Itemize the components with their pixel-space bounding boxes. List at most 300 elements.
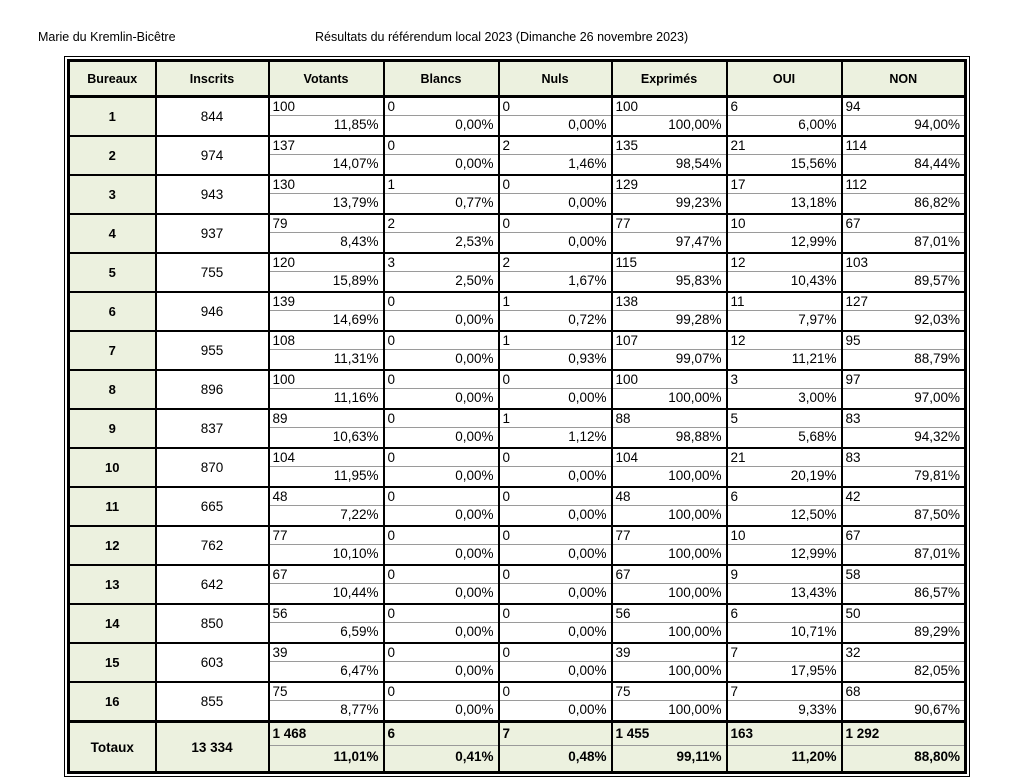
- oui-count: 9: [728, 566, 841, 584]
- exprimes-cell: [612, 292, 727, 331]
- blancs-percentage: 0,00%: [455, 546, 494, 561]
- votants-count: 56: [270, 605, 383, 623]
- blancs-percentage: 0,00%: [455, 429, 494, 444]
- non-count: 67: [843, 527, 965, 545]
- oui-count: 10: [728, 215, 841, 233]
- table-header: [69, 61, 966, 97]
- oui-cell: [727, 487, 842, 526]
- nuls-percentage: 1,12%: [568, 429, 607, 444]
- votants-cell: [269, 214, 384, 253]
- exprimes-cell: [612, 175, 727, 214]
- exprimes-cell: [612, 604, 727, 643]
- votants-count: 39: [270, 644, 383, 662]
- exprimes-count: 48: [613, 488, 726, 506]
- votants-cell: [269, 643, 384, 682]
- table-row: [69, 604, 966, 643]
- votants-count: 108: [270, 332, 383, 350]
- votants-count: 137: [270, 137, 383, 155]
- table-row: [69, 487, 966, 526]
- inscrits-value: 855: [156, 682, 269, 722]
- non-percentage: 88,80%: [914, 749, 960, 764]
- votants-count: 120: [270, 254, 383, 272]
- inscrits-value: 937: [156, 214, 269, 253]
- non-count: 83: [843, 410, 965, 428]
- votants-percentage: 11,95%: [333, 468, 379, 483]
- exprimes-count: 75: [613, 683, 726, 701]
- oui-count: 11: [728, 293, 841, 311]
- oui-cell: [727, 331, 842, 370]
- nuls-count: 0: [500, 176, 611, 194]
- votants-cell: [269, 722, 384, 773]
- votants-cell: [269, 565, 384, 604]
- nuls-count: 1: [500, 293, 611, 311]
- nuls-count: 0: [500, 449, 611, 467]
- oui-count: 3: [728, 371, 841, 389]
- results-table-body: [69, 97, 966, 773]
- inscrits-value: 762: [156, 526, 269, 565]
- nuls-cell: [499, 292, 612, 331]
- non-count: 42: [843, 488, 965, 506]
- non-count: 95: [843, 332, 965, 350]
- org-label: Marie du Kremlin-Bicêtre: [38, 30, 176, 44]
- column-header-inscrits: Inscrits: [156, 61, 269, 97]
- votants-percentage: 14,69%: [332, 312, 379, 327]
- blancs-cell: [384, 643, 499, 682]
- votants-count: 89: [270, 410, 383, 428]
- nuls-percentage: 0,72%: [568, 312, 607, 327]
- nuls-cell: [499, 565, 612, 604]
- bureau-number: 2: [69, 136, 156, 175]
- non-percentage: 87,01%: [914, 234, 960, 249]
- votants-count: 77: [270, 527, 383, 545]
- nuls-percentage: 0,00%: [568, 117, 607, 132]
- exprimes-count: 100: [613, 98, 726, 116]
- votants-percentage: 14,07%: [332, 156, 379, 171]
- exprimes-percentage: 100,00%: [668, 663, 722, 678]
- oui-cell: [727, 214, 842, 253]
- non-cell: [842, 722, 966, 773]
- blancs-count: 1: [385, 176, 498, 194]
- blancs-count: 0: [385, 527, 498, 545]
- exprimes-percentage: 100,00%: [668, 468, 722, 483]
- votants-percentage: 6,47%: [340, 663, 379, 678]
- votants-percentage: 11,01%: [333, 749, 379, 764]
- oui-count: 17: [728, 176, 841, 194]
- nuls-percentage: 0,00%: [568, 234, 607, 249]
- oui-count: 12: [728, 254, 841, 272]
- votants-count: 79: [270, 215, 383, 233]
- nuls-percentage: 0,00%: [568, 702, 607, 717]
- non-cell: [842, 292, 966, 331]
- nuls-percentage: 0,00%: [568, 468, 607, 483]
- table-row: [69, 409, 966, 448]
- exprimes-count: 1 455: [613, 723, 726, 746]
- exprimes-percentage: 95,83%: [675, 273, 722, 288]
- exprimes-count: 104: [613, 449, 726, 467]
- exprimes-count: 135: [613, 137, 726, 155]
- nuls-count: 0: [500, 683, 611, 701]
- exprimes-cell: [612, 565, 727, 604]
- nuls-count: 0: [500, 488, 611, 506]
- non-percentage: 94,32%: [914, 429, 960, 444]
- table-row: [69, 526, 966, 565]
- exprimes-percentage: 98,88%: [675, 429, 722, 444]
- votants-count: 100: [270, 371, 383, 389]
- nuls-cell: [499, 370, 612, 409]
- nuls-percentage: 0,93%: [568, 351, 607, 366]
- bureau-number: 4: [69, 214, 156, 253]
- votants-cell: [269, 604, 384, 643]
- nuls-count: 0: [500, 605, 611, 623]
- nuls-cell: [499, 97, 612, 137]
- blancs-cell: [384, 526, 499, 565]
- blancs-cell: [384, 409, 499, 448]
- oui-count: 6: [728, 605, 841, 623]
- blancs-count: 2: [385, 215, 498, 233]
- exprimes-cell: [612, 253, 727, 292]
- votants-cell: [269, 97, 384, 137]
- exprimes-count: 138: [613, 293, 726, 311]
- non-percentage: 86,82%: [914, 195, 960, 210]
- exprimes-percentage: 97,47%: [675, 234, 722, 249]
- exprimes-count: 67: [613, 566, 726, 584]
- blancs-cell: [384, 682, 499, 722]
- oui-percentage: 5,68%: [798, 429, 837, 444]
- blancs-count: 0: [385, 605, 498, 623]
- inscrits-value: 870: [156, 448, 269, 487]
- oui-percentage: 13,43%: [790, 585, 837, 600]
- exprimes-percentage: 100,00%: [668, 507, 722, 522]
- table-row: [69, 643, 966, 682]
- nuls-cell: [499, 136, 612, 175]
- document-header: [0, 30, 1024, 48]
- bureau-number: 12: [69, 526, 156, 565]
- oui-percentage: 6,00%: [798, 117, 837, 132]
- bureau-number: 11: [69, 487, 156, 526]
- exprimes-cell: [612, 97, 727, 137]
- non-percentage: 97,00%: [914, 390, 960, 405]
- oui-cell: [727, 448, 842, 487]
- blancs-cell: [384, 565, 499, 604]
- non-percentage: 94,00%: [914, 117, 960, 132]
- exprimes-count: 107: [613, 332, 726, 350]
- oui-count: 6: [728, 488, 841, 506]
- votants-percentage: 10,63%: [332, 429, 379, 444]
- non-count: 97: [843, 371, 965, 389]
- nuls-cell: [499, 682, 612, 722]
- bureau-number: 6: [69, 292, 156, 331]
- non-percentage: 79,81%: [914, 468, 960, 483]
- exprimes-count: 129: [613, 176, 726, 194]
- bureau-number: 1: [69, 97, 156, 137]
- votants-percentage: 11,31%: [333, 351, 379, 366]
- nuls-count: 0: [500, 98, 611, 116]
- non-percentage: 87,50%: [914, 507, 960, 522]
- oui-count: 21: [728, 137, 841, 155]
- oui-cell: [727, 292, 842, 331]
- nuls-count: 2: [500, 137, 611, 155]
- non-cell: [842, 370, 966, 409]
- blancs-percentage: 0,00%: [455, 156, 494, 171]
- oui-cell: [727, 565, 842, 604]
- votants-percentage: 13,79%: [332, 195, 379, 210]
- exprimes-percentage: 99,11%: [676, 749, 722, 764]
- votants-cell: [269, 331, 384, 370]
- bureau-number: 5: [69, 253, 156, 292]
- oui-percentage: 12,99%: [790, 234, 837, 249]
- table-row: [69, 448, 966, 487]
- non-percentage: 82,05%: [914, 663, 960, 678]
- blancs-cell: [384, 253, 499, 292]
- table-row: [69, 214, 966, 253]
- exprimes-cell: [612, 136, 727, 175]
- blancs-cell: [384, 214, 499, 253]
- blancs-cell: [384, 331, 499, 370]
- exprimes-cell: [612, 487, 727, 526]
- exprimes-cell: [612, 331, 727, 370]
- blancs-count: 0: [385, 566, 498, 584]
- votants-cell: [269, 448, 384, 487]
- nuls-percentage: 1,67%: [568, 273, 607, 288]
- blancs-cell: [384, 292, 499, 331]
- non-percentage: 90,67%: [914, 702, 960, 717]
- oui-cell: [727, 253, 842, 292]
- exprimes-count: 100: [613, 371, 726, 389]
- nuls-count: 2: [500, 254, 611, 272]
- exprimes-cell: [612, 643, 727, 682]
- non-percentage: 89,57%: [914, 273, 960, 288]
- exprimes-count: 77: [613, 215, 726, 233]
- nuls-percentage: 0,00%: [568, 624, 607, 639]
- nuls-cell: [499, 643, 612, 682]
- results-table-frame: [64, 56, 970, 777]
- oui-cell: [727, 682, 842, 722]
- nuls-percentage: 0,00%: [568, 195, 607, 210]
- exprimes-cell: [612, 370, 727, 409]
- votants-percentage: 11,16%: [333, 390, 379, 405]
- votants-cell: [269, 175, 384, 214]
- non-cell: [842, 487, 966, 526]
- votants-cell: [269, 253, 384, 292]
- nuls-count: 0: [500, 566, 611, 584]
- nuls-percentage: 1,46%: [568, 156, 607, 171]
- oui-percentage: 12,50%: [790, 507, 837, 522]
- blancs-percentage: 0,00%: [455, 585, 494, 600]
- table-row: [69, 97, 966, 137]
- exprimes-percentage: 100,00%: [668, 702, 722, 717]
- oui-count: 12: [728, 332, 841, 350]
- bureau-number: 16: [69, 682, 156, 722]
- blancs-count: 6: [385, 723, 498, 746]
- oui-cell: [727, 722, 842, 773]
- oui-cell: [727, 97, 842, 137]
- blancs-percentage: 0,00%: [455, 468, 494, 483]
- non-cell: [842, 526, 966, 565]
- inscrits-value: 837: [156, 409, 269, 448]
- non-count: 67: [843, 215, 965, 233]
- oui-percentage: 11,21%: [791, 351, 837, 366]
- blancs-percentage: 0,41%: [455, 749, 494, 764]
- blancs-cell: [384, 722, 499, 773]
- votants-count: 100: [270, 98, 383, 116]
- oui-count: 10: [728, 527, 841, 545]
- blancs-count: 0: [385, 293, 498, 311]
- nuls-cell: [499, 722, 612, 773]
- blancs-percentage: 0,00%: [455, 312, 494, 327]
- exprimes-percentage: 100,00%: [668, 585, 722, 600]
- table-row: [69, 253, 966, 292]
- exprimes-percentage: 100,00%: [668, 390, 722, 405]
- header-row: [69, 61, 966, 97]
- non-percentage: 89,29%: [914, 624, 960, 639]
- blancs-cell: [384, 370, 499, 409]
- nuls-count: 0: [500, 644, 611, 662]
- exprimes-count: 39: [613, 644, 726, 662]
- votants-cell: [269, 526, 384, 565]
- exprimes-percentage: 100,00%: [668, 546, 722, 561]
- nuls-count: 1: [500, 332, 611, 350]
- votants-count: 1 468: [270, 723, 383, 746]
- inscrits-value: 943: [156, 175, 269, 214]
- votants-count: 75: [270, 683, 383, 701]
- oui-cell: [727, 604, 842, 643]
- blancs-count: 0: [385, 137, 498, 155]
- table-row: [69, 175, 966, 214]
- blancs-percentage: 2,53%: [455, 234, 494, 249]
- votants-percentage: 10,44%: [332, 585, 379, 600]
- nuls-percentage: 0,48%: [568, 749, 607, 764]
- exprimes-percentage: 99,23%: [675, 195, 722, 210]
- inscrits-value: 955: [156, 331, 269, 370]
- oui-cell: [727, 526, 842, 565]
- blancs-percentage: 0,00%: [455, 351, 494, 366]
- column-header-bureaux: Bureaux: [69, 61, 156, 97]
- oui-percentage: 9,33%: [798, 702, 837, 717]
- non-cell: [842, 331, 966, 370]
- votants-cell: [269, 409, 384, 448]
- votants-percentage: 7,22%: [340, 507, 379, 522]
- non-count: 68: [843, 683, 965, 701]
- non-cell: [842, 604, 966, 643]
- exprimes-percentage: 99,28%: [675, 312, 722, 327]
- blancs-count: 0: [385, 644, 498, 662]
- nuls-cell: [499, 526, 612, 565]
- votants-cell: [269, 487, 384, 526]
- non-cell: [842, 253, 966, 292]
- blancs-cell: [384, 487, 499, 526]
- table-row: [69, 292, 966, 331]
- non-cell: [842, 448, 966, 487]
- oui-percentage: 10,71%: [790, 624, 837, 639]
- results-table: [67, 59, 967, 774]
- votants-count: 104: [270, 449, 383, 467]
- non-count: 32: [843, 644, 965, 662]
- bureau-number: 7: [69, 331, 156, 370]
- votants-count: 67: [270, 566, 383, 584]
- nuls-cell: [499, 175, 612, 214]
- blancs-cell: [384, 97, 499, 137]
- votants-count: 130: [270, 176, 383, 194]
- votants-percentage: 10,10%: [332, 546, 379, 561]
- votants-cell: [269, 370, 384, 409]
- inscrits-value: 642: [156, 565, 269, 604]
- non-cell: [842, 643, 966, 682]
- blancs-count: 3: [385, 254, 498, 272]
- blancs-percentage: 0,00%: [455, 702, 494, 717]
- inscrits-value: 755: [156, 253, 269, 292]
- nuls-count: 7: [500, 723, 611, 746]
- exprimes-count: 88: [613, 410, 726, 428]
- votants-cell: [269, 682, 384, 722]
- oui-cell: [727, 136, 842, 175]
- non-cell: [842, 136, 966, 175]
- nuls-cell: [499, 214, 612, 253]
- nuls-percentage: 0,00%: [568, 507, 607, 522]
- blancs-percentage: 0,00%: [455, 663, 494, 678]
- non-count: 50: [843, 605, 965, 623]
- oui-percentage: 7,97%: [798, 312, 837, 327]
- inscrits-value: 603: [156, 643, 269, 682]
- blancs-percentage: 0,77%: [455, 195, 494, 210]
- column-header-oui: OUI: [727, 61, 842, 97]
- bureau-number: 8: [69, 370, 156, 409]
- non-count: 58: [843, 566, 965, 584]
- oui-count: 5: [728, 410, 841, 428]
- oui-percentage: 10,43%: [790, 273, 837, 288]
- non-cell: [842, 214, 966, 253]
- nuls-percentage: 0,00%: [568, 546, 607, 561]
- non-cell: [842, 565, 966, 604]
- non-cell: [842, 175, 966, 214]
- inscrits-value: 13 334: [156, 722, 269, 773]
- column-header-nuls: Nuls: [499, 61, 612, 97]
- blancs-count: 0: [385, 371, 498, 389]
- table-row: [69, 136, 966, 175]
- non-percentage: 87,01%: [914, 546, 960, 561]
- inscrits-value: 850: [156, 604, 269, 643]
- exprimes-cell: [612, 722, 727, 773]
- column-header-non: NON: [842, 61, 966, 97]
- column-header-blancs: Blancs: [384, 61, 499, 97]
- non-percentage: 88,79%: [914, 351, 960, 366]
- table-row: [69, 331, 966, 370]
- nuls-cell: [499, 604, 612, 643]
- oui-count: 7: [728, 683, 841, 701]
- nuls-count: 0: [500, 371, 611, 389]
- exprimes-cell: [612, 409, 727, 448]
- column-header-votants: Votants: [269, 61, 384, 97]
- oui-percentage: 11,20%: [791, 749, 837, 764]
- blancs-percentage: 0,00%: [455, 624, 494, 639]
- bureau-number: 10: [69, 448, 156, 487]
- blancs-percentage: 0,00%: [455, 507, 494, 522]
- blancs-cell: [384, 604, 499, 643]
- exprimes-cell: [612, 682, 727, 722]
- oui-cell: [727, 409, 842, 448]
- nuls-count: 0: [500, 215, 611, 233]
- blancs-percentage: 2,50%: [455, 273, 494, 288]
- nuls-percentage: 0,00%: [568, 663, 607, 678]
- blancs-cell: [384, 175, 499, 214]
- non-cell: [842, 409, 966, 448]
- blancs-cell: [384, 448, 499, 487]
- exprimes-cell: [612, 448, 727, 487]
- nuls-cell: [499, 409, 612, 448]
- bureau-number: 15: [69, 643, 156, 682]
- votants-cell: [269, 136, 384, 175]
- votants-cell: [269, 292, 384, 331]
- exprimes-cell: [612, 214, 727, 253]
